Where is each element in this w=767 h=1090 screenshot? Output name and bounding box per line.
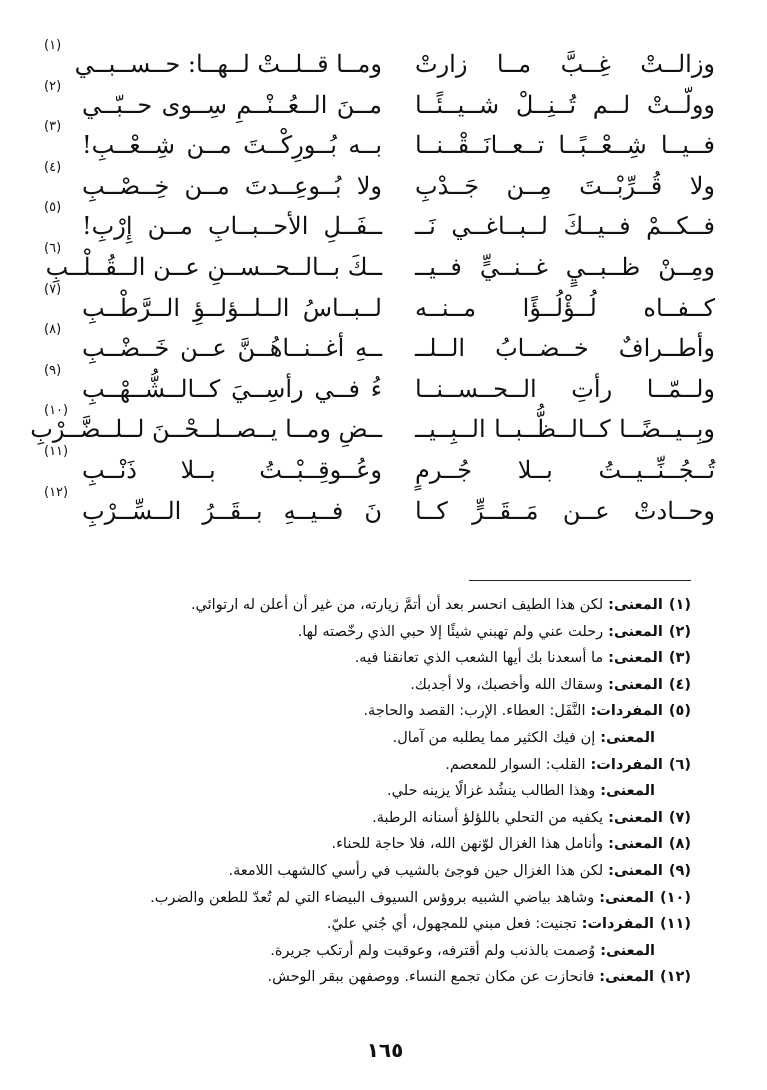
verse-first-hemistich: وأطــرافٌ خــضــابُ الــلــ [415,334,715,363]
footnote-text: وهذا الطالب ينشُد غزالًا يزينه حلي. [387,783,596,800]
verse [44,322,715,369]
footnote-text: وسقاك الله وأخصبك، ولا أجدبك. [410,676,604,693]
footnote-text: إن فيك الكثير مما يطلبه من آمال. [392,729,596,746]
verse-footnote-ref: (٦) [44,240,62,256]
footnotes [31,592,691,991]
footnote-text: يكفيه من التحلي باللؤلؤ أسنانه الرطبة. [372,809,604,826]
footnote-separator [469,580,691,581]
verse-footnote-ref: (٨) [44,322,62,338]
footnote-text: رحلت عني ولم تهبني شيئًا إلا حبي الذي رخّصته لها. [297,623,604,640]
footnote-text: النَّفَل: العطاء. الإرب: القصد والحاجة. [363,703,586,720]
verse-footnote-ref: (٣) [44,119,62,135]
footnote [31,619,691,646]
verse-first-hemistich: فــكــمْ فــيــكَ لــبــاغــي نَــ [415,212,715,241]
verse-first-hemistich: وحــادتْ عــن مَــقَــرٍّ كــا [415,496,715,525]
footnote-number: (١١) [660,916,691,933]
footnote [31,592,691,619]
footnote-number: (٧) [668,809,691,826]
footnote-number: (٨) [668,836,691,853]
footnote [31,831,691,858]
verse-second-hemistich: وعُــوقِــبْــتُ بــلا ذَنْــبِ [82,455,382,484]
footnote-number: (٢) [668,623,691,640]
footnote [31,911,691,938]
verse-first-hemistich: ولا قُــرِّبْــتَ مِــن جَــدْبِ [415,171,715,200]
footnote-label: المعنى: [608,597,663,613]
verse [44,38,715,85]
verse-footnote-ref: (٢) [44,78,62,94]
verse-footnote-ref: (١) [44,38,62,53]
verse-second-hemistich: ــكَ بــالــحــســنِ عــن الــقُــلْــبِ [45,252,382,281]
footnote-text: تجنيت: فعل مبني للمجهول، أي جُني عليّ. [326,916,577,933]
footnote-text: ما أسعدنا بك أيها الشعب الذي تعانقنا فيه. [354,650,604,667]
verse [44,78,715,126]
footnote-label: المعنى: [599,889,655,906]
footnote [31,752,691,779]
verse-first-hemistich: ومِــنْ ظــبــيٍ غــنــيٍّ فــيــ [415,252,715,281]
verse-second-hemistich: ــفَــلِ الأحــبــابِ مــن إِرْبِ! [82,212,382,241]
footnote-text: القلب: السوار للمعصم. [445,756,586,773]
verse [44,281,715,329]
verse-second-hemistich: ــضِ ومــا يــصــلــحْــنَ لــلــضَّــرْبِ [30,415,382,444]
verse-first-hemistich: كــفــاه لُــؤْلُــؤًا مــنــه [415,293,715,322]
footnote [31,805,691,832]
footnote [31,645,691,672]
verse-footnote-ref: (٧) [44,281,62,297]
footnote-label: المعنى: [600,942,655,959]
verse [44,484,715,532]
footnote-text: لكن هذا الغزال حين فوجئ بالشيب في رأسي كالشهب اللامعة. [228,862,604,879]
verse-footnote-ref: (١١) [44,443,69,459]
footnote-text: وُصمت بالذنب ولم أقترفه، وعوقبت ولم أرتكب جريرة. [270,942,596,959]
footnote-label: المفردات: [581,916,655,933]
footnote [31,778,691,805]
verse-footnote-ref: (١٠) [44,403,69,419]
footnote-label: المعنى: [608,862,663,879]
footnote-number: (٥) [668,703,691,720]
footnote-label: المعنى: [599,969,655,986]
verse-first-hemistich: ولــمّــا رأتِ الــحــســنــا [415,374,715,403]
verse [44,362,715,410]
verse-second-hemistich: ءُ فــي رأسِــيَ كــالــشُّــهْــبِ [82,374,382,403]
footnote-label: المعنى: [608,836,663,853]
footnote [31,858,691,885]
footnote-label: المعنى: [600,783,655,800]
footnote [31,938,691,965]
verse-first-hemistich: وولّــتْ لــم تُــنِــلْ شــيــئًــا [415,90,715,119]
footnote-text: وأنامل هذا الغزال لوّنهن الله، فلا حاجة للحناء. [331,836,604,853]
verse-footnote-ref: (٥) [44,200,62,216]
footnote-number: (٣) [668,650,691,667]
verse [44,159,715,207]
footnote-number: (١٢) [660,969,691,986]
footnote-label: المعنى: [608,809,663,826]
footnote [31,725,691,752]
verse-second-hemistich: ولا بُــوعِــدتَ مــن خِــصْــبِ [82,171,382,200]
footnote [31,698,691,725]
verse-second-hemistich: بــه بُــورِكْــتَ مــن شِــعْــبِ! [82,131,382,160]
poem [30,38,715,531]
footnote-text: فانحازت عن مكان تجمع النساء. ووصفهن ببقر الوحش. [267,969,595,986]
footnote [31,885,691,912]
footnote-number: (٤) [668,676,691,693]
verse-first-hemistich: وزالــتْ غِــبَّ مــا زارتْ [415,50,715,78]
footnote-number: (١) [668,597,691,613]
verse-first-hemistich: فــيــا شِــعْــبًــا تــعــانَــقْــنــا [415,131,715,160]
footnote-label: المعنى: [608,650,663,667]
verse [44,119,715,166]
footnote-text: لكن هذا الطيف انحسر بعد أن أتمَّ زيارته، من غير أن أعلن له ارتوائي. [190,597,604,613]
verse-second-hemistich: مــنَ الــعُــنْــمِ سِــوى حــبّــي [82,90,382,119]
footnote-number: (١٠) [660,889,691,906]
footnote-label: المعنى: [608,623,663,640]
verse-second-hemistich: لــبــاسُ الــلــؤلــؤِ الــرَّطْــبِ [82,293,382,322]
verse-second-hemistich: نَ فــيــهِ بــقَــرُ الــسِّــرْبِ [82,496,382,525]
footnote-number: (٦) [668,756,691,773]
verse [44,443,715,491]
footnote [31,964,691,991]
verse [44,240,715,288]
footnote-label: المعنى: [600,729,655,746]
page-number: ١٦٥ [366,1038,404,1062]
verse-first-hemistich: تُــجُــنِّــيــتُ بــلا جُــرمٍ [415,455,715,484]
verse [30,403,715,450]
verse [44,200,715,247]
footnote-label: المفردات: [590,703,663,720]
verse-footnote-ref: (٤) [44,159,62,175]
verse-first-hemistich: وبِــيــضًــا كــالــظُّــبــا الــبِــيــ [415,415,715,444]
verse-footnote-ref: (١٢) [44,484,69,500]
footnote-label: المفردات: [590,756,663,773]
verse-footnote-ref: (٩) [44,362,62,378]
footnote [31,672,691,699]
verse-second-hemistich: ــهِ أغــنــاهُــنَّ عــن خَــضْــبِ [82,334,382,363]
footnote-label: المعنى: [608,676,663,693]
verse-second-hemistich: ومــا قــلــتْ لــهــا: حــســبــي [74,50,382,78]
footnote-number: (٩) [668,862,691,879]
footnote-text: وشاهد بياضي الشبيه بروؤس السيوف البيضاء التي لم تُعدّ للطعن والضرب. [150,889,595,906]
